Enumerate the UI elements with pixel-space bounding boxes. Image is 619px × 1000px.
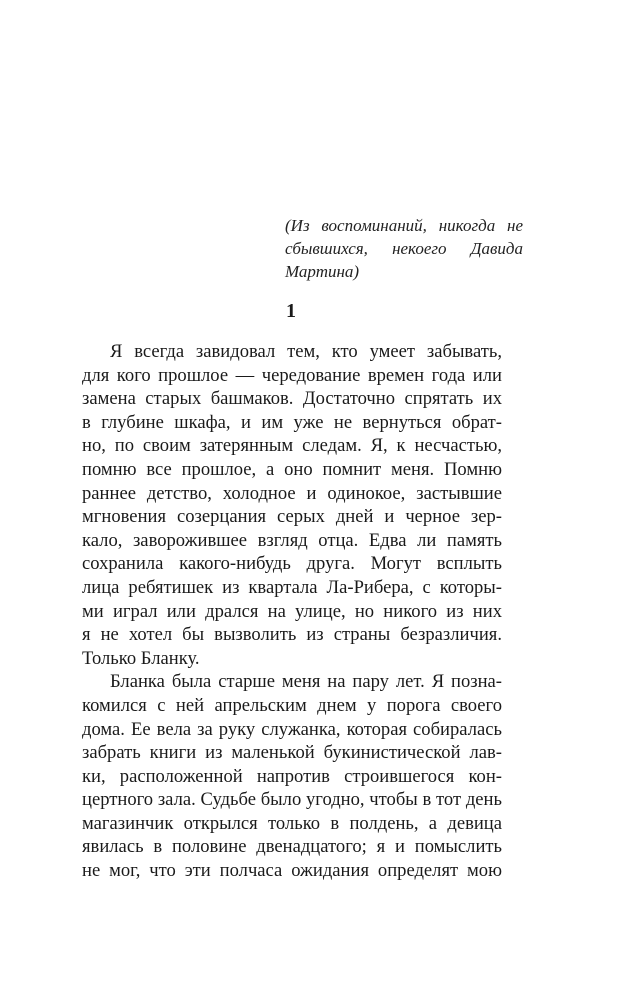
chapter-number: 1 (286, 300, 296, 322)
paragraph-2 (82, 670, 502, 882)
text-line: замена старых башмаков. Достаточно спрятать их (82, 388, 502, 410)
text-line: для кого прошлое — чередование времен года или (82, 364, 502, 386)
text-line: ми играл или дрался на улице, но никого из них (82, 600, 502, 622)
text-line: ки, расположенной напротив строившегося кон- (82, 765, 502, 787)
text-line: явилась в половине двенадцатого; я и помыслить (82, 836, 502, 858)
text-line: сохранила какого-нибудь друга. Могут всплыть (82, 553, 502, 575)
text-line: Я всегда завидовал тем, кто умеет забывать, (110, 341, 502, 362)
text-line: комился с ней апрельским днем у порога своего (82, 694, 502, 716)
text-line: забрать книги из маленькой букинистической лав- (82, 742, 502, 764)
paragraph-1 (82, 340, 502, 670)
text-line: Только Бланку. (82, 647, 200, 669)
epigraph: (Из воспоминаний, никогда не сбывшихся, некоего Давида Мартина) (285, 216, 523, 281)
text-line: цертного зала. Судьбе было угодно, чтобы в тот день (82, 789, 502, 811)
text-line: лица ребятишек из квартала Ла-Рибера, с которы- (82, 576, 502, 598)
text-line: раннее детство, холодное и одинокое, застывшие (82, 482, 502, 504)
body-text (82, 340, 502, 883)
text-line: в глубине шкафа, и им уже не вернуться обрат- (82, 411, 502, 433)
text-line: помню все прошлое, а оно помнит меня. Помню (82, 458, 502, 480)
text-line: не мог, что эти полчаса ожидания определят мою (82, 860, 502, 882)
text-line: я не хотел бы вызволить из страны безразличия. (82, 624, 502, 646)
text-line: магазинчик открылся только в полдень, а девица (82, 812, 502, 834)
text-line: Бланка была старше меня на пару лет. Я позна- (110, 671, 502, 693)
text-line: но, по своим затерянным следам. Я, к несчастью, (82, 435, 502, 457)
text-line: мгновения созерцания серых дней и черное зер- (82, 506, 502, 528)
text-line: кало, заворожившее взгляд отца. Едва ли память (82, 529, 502, 551)
text-line: дома. Ее вела за руку служанка, которая собиралась (82, 718, 502, 740)
